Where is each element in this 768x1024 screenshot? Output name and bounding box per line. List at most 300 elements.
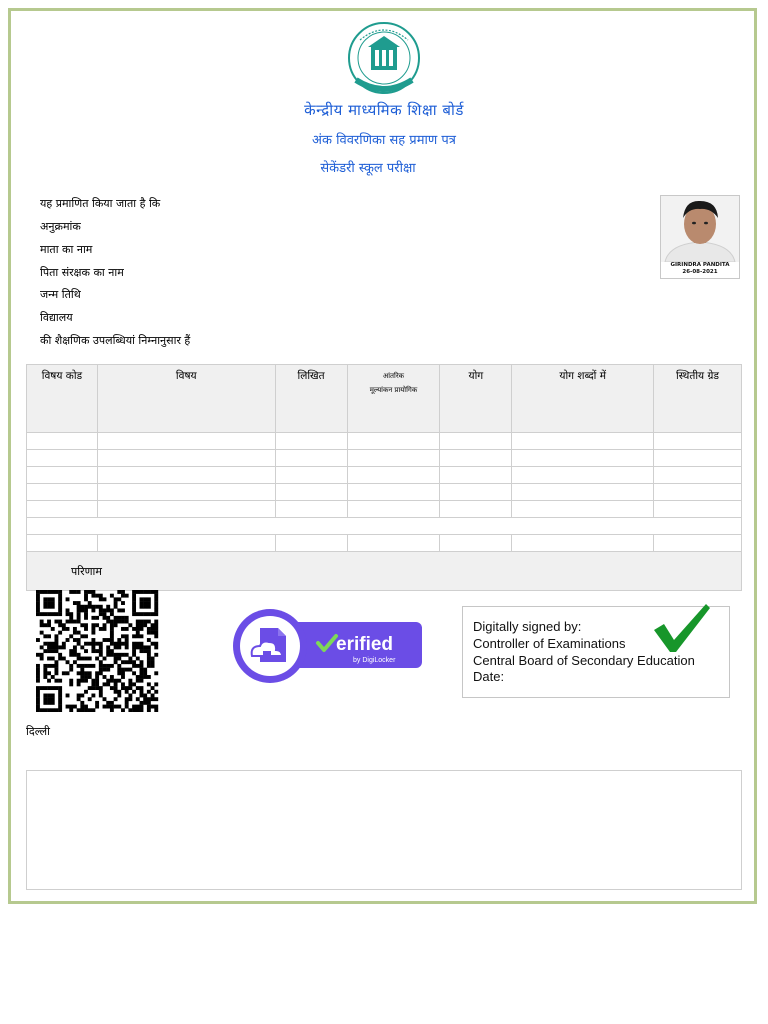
- qr-module: [58, 623, 62, 627]
- qr-module: [73, 638, 77, 642]
- qr-module: [154, 620, 158, 624]
- qr-module: [114, 653, 118, 657]
- qr-module: [40, 590, 44, 594]
- qr-module: [73, 601, 77, 605]
- qr-code-icon[interactable]: [32, 590, 162, 712]
- qr-module: [77, 642, 81, 646]
- qr-module: [91, 627, 95, 631]
- qr-module: [128, 694, 132, 698]
- qr-module: [125, 690, 129, 694]
- qr-module: [154, 627, 158, 631]
- qr-module: [62, 627, 66, 631]
- qr-module: [58, 590, 62, 594]
- header-internal-line1: आंतरिक: [382, 372, 405, 380]
- qr-module: [40, 708, 44, 712]
- qr-module: [147, 675, 151, 679]
- qr-module: [58, 594, 62, 598]
- qr-module: [77, 671, 81, 675]
- header-subject: विषय: [97, 365, 275, 433]
- qr-module: [151, 705, 155, 709]
- signature-line-4: Date:: [473, 669, 505, 684]
- qr-module: [73, 620, 77, 624]
- qr-module: [36, 671, 40, 675]
- header-positional-grade: स्थितीय ग्रेड: [654, 365, 742, 433]
- qr-module: [140, 668, 144, 672]
- qr-module: [117, 616, 121, 620]
- student-photo: [660, 195, 740, 279]
- qr-module: [62, 657, 66, 661]
- qr-module: [140, 627, 144, 631]
- qr-module: [140, 705, 144, 709]
- qr-module: [110, 675, 114, 679]
- qr-module: [110, 627, 114, 631]
- qr-module: [88, 642, 92, 646]
- qr-module: [140, 694, 144, 698]
- qr-module: [84, 649, 88, 653]
- qr-module: [114, 679, 118, 683]
- qr-module: [91, 649, 95, 653]
- qr-module: [125, 616, 129, 620]
- father-name-label: पिता संरक्षक का नाम: [40, 266, 124, 279]
- qr-module: [58, 686, 62, 690]
- qr-module: [43, 597, 47, 601]
- qr-module: [77, 694, 81, 698]
- qr-module: [136, 679, 140, 683]
- qr-module: [36, 590, 40, 594]
- photo-caption-date: 26-08-2021: [682, 269, 718, 275]
- qr-module: [140, 634, 144, 638]
- qr-module: [110, 649, 114, 653]
- qr-module: [114, 657, 118, 661]
- qr-module: [132, 594, 136, 598]
- qr-module: [51, 686, 55, 690]
- qr-module: [43, 634, 47, 638]
- qr-module: [69, 705, 73, 709]
- qr-module: [58, 612, 62, 616]
- qr-module: [125, 668, 129, 672]
- qr-module: [136, 623, 140, 627]
- qr-module: [110, 608, 114, 612]
- issue-city: दिल्ली: [26, 725, 50, 738]
- qr-module: [43, 590, 47, 594]
- qr-module: [132, 597, 136, 601]
- qr-module: [147, 649, 151, 653]
- qr-module: [47, 708, 51, 712]
- qr-module: [47, 664, 51, 668]
- qr-module: [154, 697, 158, 701]
- qr-module: [62, 623, 66, 627]
- qr-module: [51, 645, 55, 649]
- qr-module: [91, 645, 95, 649]
- photo-caption-name: GIRINDRA PANDITA: [670, 262, 730, 268]
- qr-module: [136, 697, 140, 701]
- qr-module: [88, 671, 92, 675]
- qr-module: [154, 597, 158, 601]
- qr-module: [117, 590, 121, 594]
- qr-module: [154, 590, 158, 594]
- qr-module: [36, 686, 40, 690]
- qr-module: [125, 634, 129, 638]
- qr-module: [132, 708, 136, 712]
- qr-module: [125, 653, 129, 657]
- header-internal-line2: मूल्यांकन प्रायोगिक: [369, 386, 418, 394]
- qr-module: [51, 612, 55, 616]
- qr-module: [125, 660, 129, 664]
- qr-module: [132, 705, 136, 709]
- qr-module: [103, 705, 107, 709]
- footer-box: [26, 770, 742, 890]
- table-row: [27, 450, 742, 467]
- qr-module: [54, 660, 58, 664]
- qr-module: [99, 612, 103, 616]
- qr-module: [140, 612, 144, 616]
- qr-module: [103, 608, 107, 612]
- qr-module: [147, 638, 151, 642]
- qr-module: [99, 645, 103, 649]
- qr-module: [154, 601, 158, 605]
- qr-module: [147, 653, 151, 657]
- digilocker-verified-badge: [232, 608, 424, 684]
- qr-module: [80, 675, 84, 679]
- qr-module: [128, 679, 132, 683]
- qr-module: [77, 697, 81, 701]
- qr-module: [54, 612, 58, 616]
- qr-module: [91, 642, 95, 646]
- qr-module: [125, 686, 129, 690]
- qr-module: [66, 671, 70, 675]
- qr-module: [140, 701, 144, 705]
- qr-module: [103, 597, 107, 601]
- qr-module: [140, 649, 144, 653]
- qr-module: [114, 620, 118, 624]
- qr-module: [147, 708, 151, 712]
- qr-module: [140, 642, 144, 646]
- qr-module: [125, 645, 129, 649]
- signature-line-1: Digitally signed by:: [473, 619, 582, 634]
- qr-module: [88, 657, 92, 661]
- qr-module: [140, 679, 144, 683]
- qr-module: [114, 605, 118, 609]
- qr-module: [91, 594, 95, 598]
- qr-module: [54, 671, 58, 675]
- qr-module: [36, 694, 40, 698]
- qr-module: [84, 605, 88, 609]
- qr-module: [73, 627, 77, 631]
- qr-module: [147, 697, 151, 701]
- table-row: [27, 535, 742, 552]
- qr-module: [114, 623, 118, 627]
- qr-module: [117, 597, 121, 601]
- qr-module: [121, 642, 125, 646]
- qr-module: [117, 690, 121, 694]
- qr-module: [99, 664, 103, 668]
- qr-module: [125, 638, 129, 642]
- qr-module: [117, 653, 121, 657]
- qr-module: [91, 686, 95, 690]
- qr-module: [77, 601, 81, 605]
- qr-module: [58, 694, 62, 698]
- qr-module: [47, 686, 51, 690]
- qr-module: [84, 708, 88, 712]
- qr-module: [136, 664, 140, 668]
- qr-module: [106, 608, 110, 612]
- qr-module: [36, 594, 40, 598]
- qr-module: [47, 697, 51, 701]
- qr-module: [114, 705, 118, 709]
- qr-module: [143, 668, 147, 672]
- qr-module: [51, 701, 55, 705]
- exam-name: सेकेंडरी स्कूल परीक्षा: [320, 161, 416, 176]
- qr-module: [40, 620, 44, 624]
- signature-line-2: Controller of Examinations: [473, 636, 626, 651]
- qr-module: [51, 590, 55, 594]
- qr-module: [84, 642, 88, 646]
- qr-module: [69, 708, 73, 712]
- qr-module: [77, 653, 81, 657]
- qr-module: [84, 705, 88, 709]
- qr-module: [58, 620, 62, 624]
- certificate-title: अंक विवरणिका सह प्रमाण पत्र: [312, 133, 456, 148]
- qr-module: [80, 694, 84, 698]
- qr-module: [125, 697, 129, 701]
- qr-module: [106, 649, 110, 653]
- qr-module: [40, 645, 44, 649]
- qr-module: [121, 627, 125, 631]
- qr-module: [47, 612, 51, 616]
- qr-module: [54, 645, 58, 649]
- qr-module: [84, 597, 88, 601]
- qr-module: [99, 605, 103, 609]
- qr-module: [95, 657, 99, 661]
- qr-module: [95, 686, 99, 690]
- table-separator-row: [27, 518, 742, 535]
- qr-module: [103, 623, 107, 627]
- qr-module: [128, 623, 132, 627]
- qr-module: [132, 671, 136, 675]
- qr-module: [106, 616, 110, 620]
- marks-table-header: [27, 365, 742, 433]
- qr-module: [154, 612, 158, 616]
- qr-module: [121, 660, 125, 664]
- qr-module: [77, 638, 81, 642]
- qr-module: [77, 664, 81, 668]
- qr-module: [143, 671, 147, 675]
- qr-module: [140, 605, 144, 609]
- qr-module: [62, 645, 66, 649]
- qr-module: [143, 649, 147, 653]
- qr-module: [73, 649, 77, 653]
- qr-module: [136, 627, 140, 631]
- qr-module: [47, 701, 51, 705]
- qr-module: [106, 679, 110, 683]
- qr-module: [84, 634, 88, 638]
- qr-module: [140, 675, 144, 679]
- qr-module: [147, 601, 151, 605]
- qr-module: [154, 708, 158, 712]
- qr-module: [132, 653, 136, 657]
- qr-module: [84, 616, 88, 620]
- qr-module: [147, 660, 151, 664]
- qr-module: [114, 597, 118, 601]
- qr-module: [151, 657, 155, 661]
- qr-module: [99, 627, 103, 631]
- qr-module: [151, 664, 155, 668]
- qr-module: [125, 705, 129, 709]
- qr-module: [110, 634, 114, 638]
- qr-module: [47, 671, 51, 675]
- qr-module: [40, 686, 44, 690]
- qr-module: [99, 608, 103, 612]
- qr-module: [47, 623, 51, 627]
- qr-module: [136, 634, 140, 638]
- verified-text: erified: [336, 634, 394, 655]
- qr-module: [88, 601, 92, 605]
- qr-module: [51, 649, 55, 653]
- qr-module: [36, 612, 40, 616]
- qr-module: [154, 631, 158, 635]
- qr-module: [80, 668, 84, 672]
- table-row: [27, 501, 742, 518]
- qr-module: [110, 631, 114, 635]
- qr-module: [84, 594, 88, 598]
- qr-module: [154, 705, 158, 709]
- qr-module: [58, 679, 62, 683]
- qr-module: [121, 671, 125, 675]
- qr-module: [147, 605, 151, 609]
- qr-module: [95, 616, 99, 620]
- qr-module: [136, 657, 140, 661]
- qr-module: [117, 671, 121, 675]
- qr-module: [110, 620, 114, 624]
- qr-module: [95, 623, 99, 627]
- qr-module: [117, 638, 121, 642]
- qr-module: [140, 597, 144, 601]
- qr-module: [132, 690, 136, 694]
- qr-module: [114, 660, 118, 664]
- header-subject-code: विषय कोड: [27, 365, 98, 433]
- qr-module: [151, 642, 155, 646]
- qr-module: [114, 686, 118, 690]
- cbse-emblem-icon: [346, 20, 422, 100]
- qr-module: [117, 608, 121, 612]
- qr-module: [69, 664, 73, 668]
- table-row: [27, 467, 742, 484]
- qr-module: [66, 608, 70, 612]
- qr-module: [136, 705, 140, 709]
- qr-module: [69, 612, 73, 616]
- qr-module: [58, 653, 62, 657]
- qr-module: [128, 686, 132, 690]
- qr-module: [43, 664, 47, 668]
- qr-module: [103, 697, 107, 701]
- qr-module: [69, 620, 73, 624]
- qr-module: [88, 708, 92, 712]
- qr-module: [84, 671, 88, 675]
- qr-module: [95, 594, 99, 598]
- qr-module: [103, 668, 107, 672]
- qr-module: [47, 590, 51, 594]
- qr-module: [36, 708, 40, 712]
- qr-module: [47, 620, 51, 624]
- qr-module: [121, 616, 125, 620]
- qr-module: [66, 627, 70, 631]
- qr-module: [136, 612, 140, 616]
- result-label: परिणाम: [27, 552, 742, 591]
- qr-module: [143, 597, 147, 601]
- qr-module: [47, 605, 51, 609]
- qr-module: [40, 657, 44, 661]
- qr-module: [99, 597, 103, 601]
- qr-module: [77, 657, 81, 661]
- qr-module: [43, 649, 47, 653]
- qr-module: [147, 657, 151, 661]
- qr-module: [147, 664, 151, 668]
- qr-module: [143, 623, 147, 627]
- qr-module: [110, 708, 114, 712]
- qr-module: [91, 590, 95, 594]
- qr-module: [36, 601, 40, 605]
- qr-module: [51, 605, 55, 609]
- qr-module: [58, 601, 62, 605]
- qr-module: [58, 631, 62, 635]
- header-total-in-words: योग शब्दों में: [512, 365, 654, 433]
- qr-module: [136, 708, 140, 712]
- qr-module: [66, 597, 70, 601]
- qr-module: [88, 675, 92, 679]
- qr-module: [154, 682, 158, 686]
- qr-module: [47, 601, 51, 605]
- qr-module: [143, 694, 147, 698]
- qr-module: [43, 668, 47, 672]
- qr-module: [103, 682, 107, 686]
- qr-module: [43, 642, 47, 646]
- qr-module: [143, 675, 147, 679]
- qr-module: [36, 705, 40, 709]
- qr-module: [36, 608, 40, 612]
- qr-module: [58, 608, 62, 612]
- qr-module: [43, 708, 47, 712]
- qr-module: [154, 608, 158, 612]
- qr-module: [47, 642, 51, 646]
- qr-module: [128, 708, 132, 712]
- header-internal-assessment: [347, 365, 440, 433]
- qr-module: [47, 657, 51, 661]
- qr-module: [51, 627, 55, 631]
- qr-module: [136, 620, 140, 624]
- qr-module: [69, 649, 73, 653]
- qr-module: [73, 660, 77, 664]
- qr-module: [69, 590, 73, 594]
- qr-module: [84, 679, 88, 683]
- achievements-text: की शैक्षणिक उपलब्धियां निम्नानुसार हैं: [40, 334, 191, 347]
- qr-module: [136, 686, 140, 690]
- qr-module: [103, 657, 107, 661]
- qr-module: [47, 649, 51, 653]
- qr-module: [151, 631, 155, 635]
- qr-module: [36, 638, 40, 642]
- qr-module: [95, 701, 99, 705]
- qr-module: [99, 686, 103, 690]
- qr-module: [103, 616, 107, 620]
- qr-module: [140, 664, 144, 668]
- header-total: योग: [440, 365, 512, 433]
- verified-by-text: by DigiLocker: [353, 657, 396, 664]
- qr-module: [121, 594, 125, 598]
- roll-no-label: अनुक्रमांक: [40, 220, 81, 233]
- qr-module: [143, 612, 147, 616]
- qr-module: [80, 623, 84, 627]
- qr-module: [58, 657, 62, 661]
